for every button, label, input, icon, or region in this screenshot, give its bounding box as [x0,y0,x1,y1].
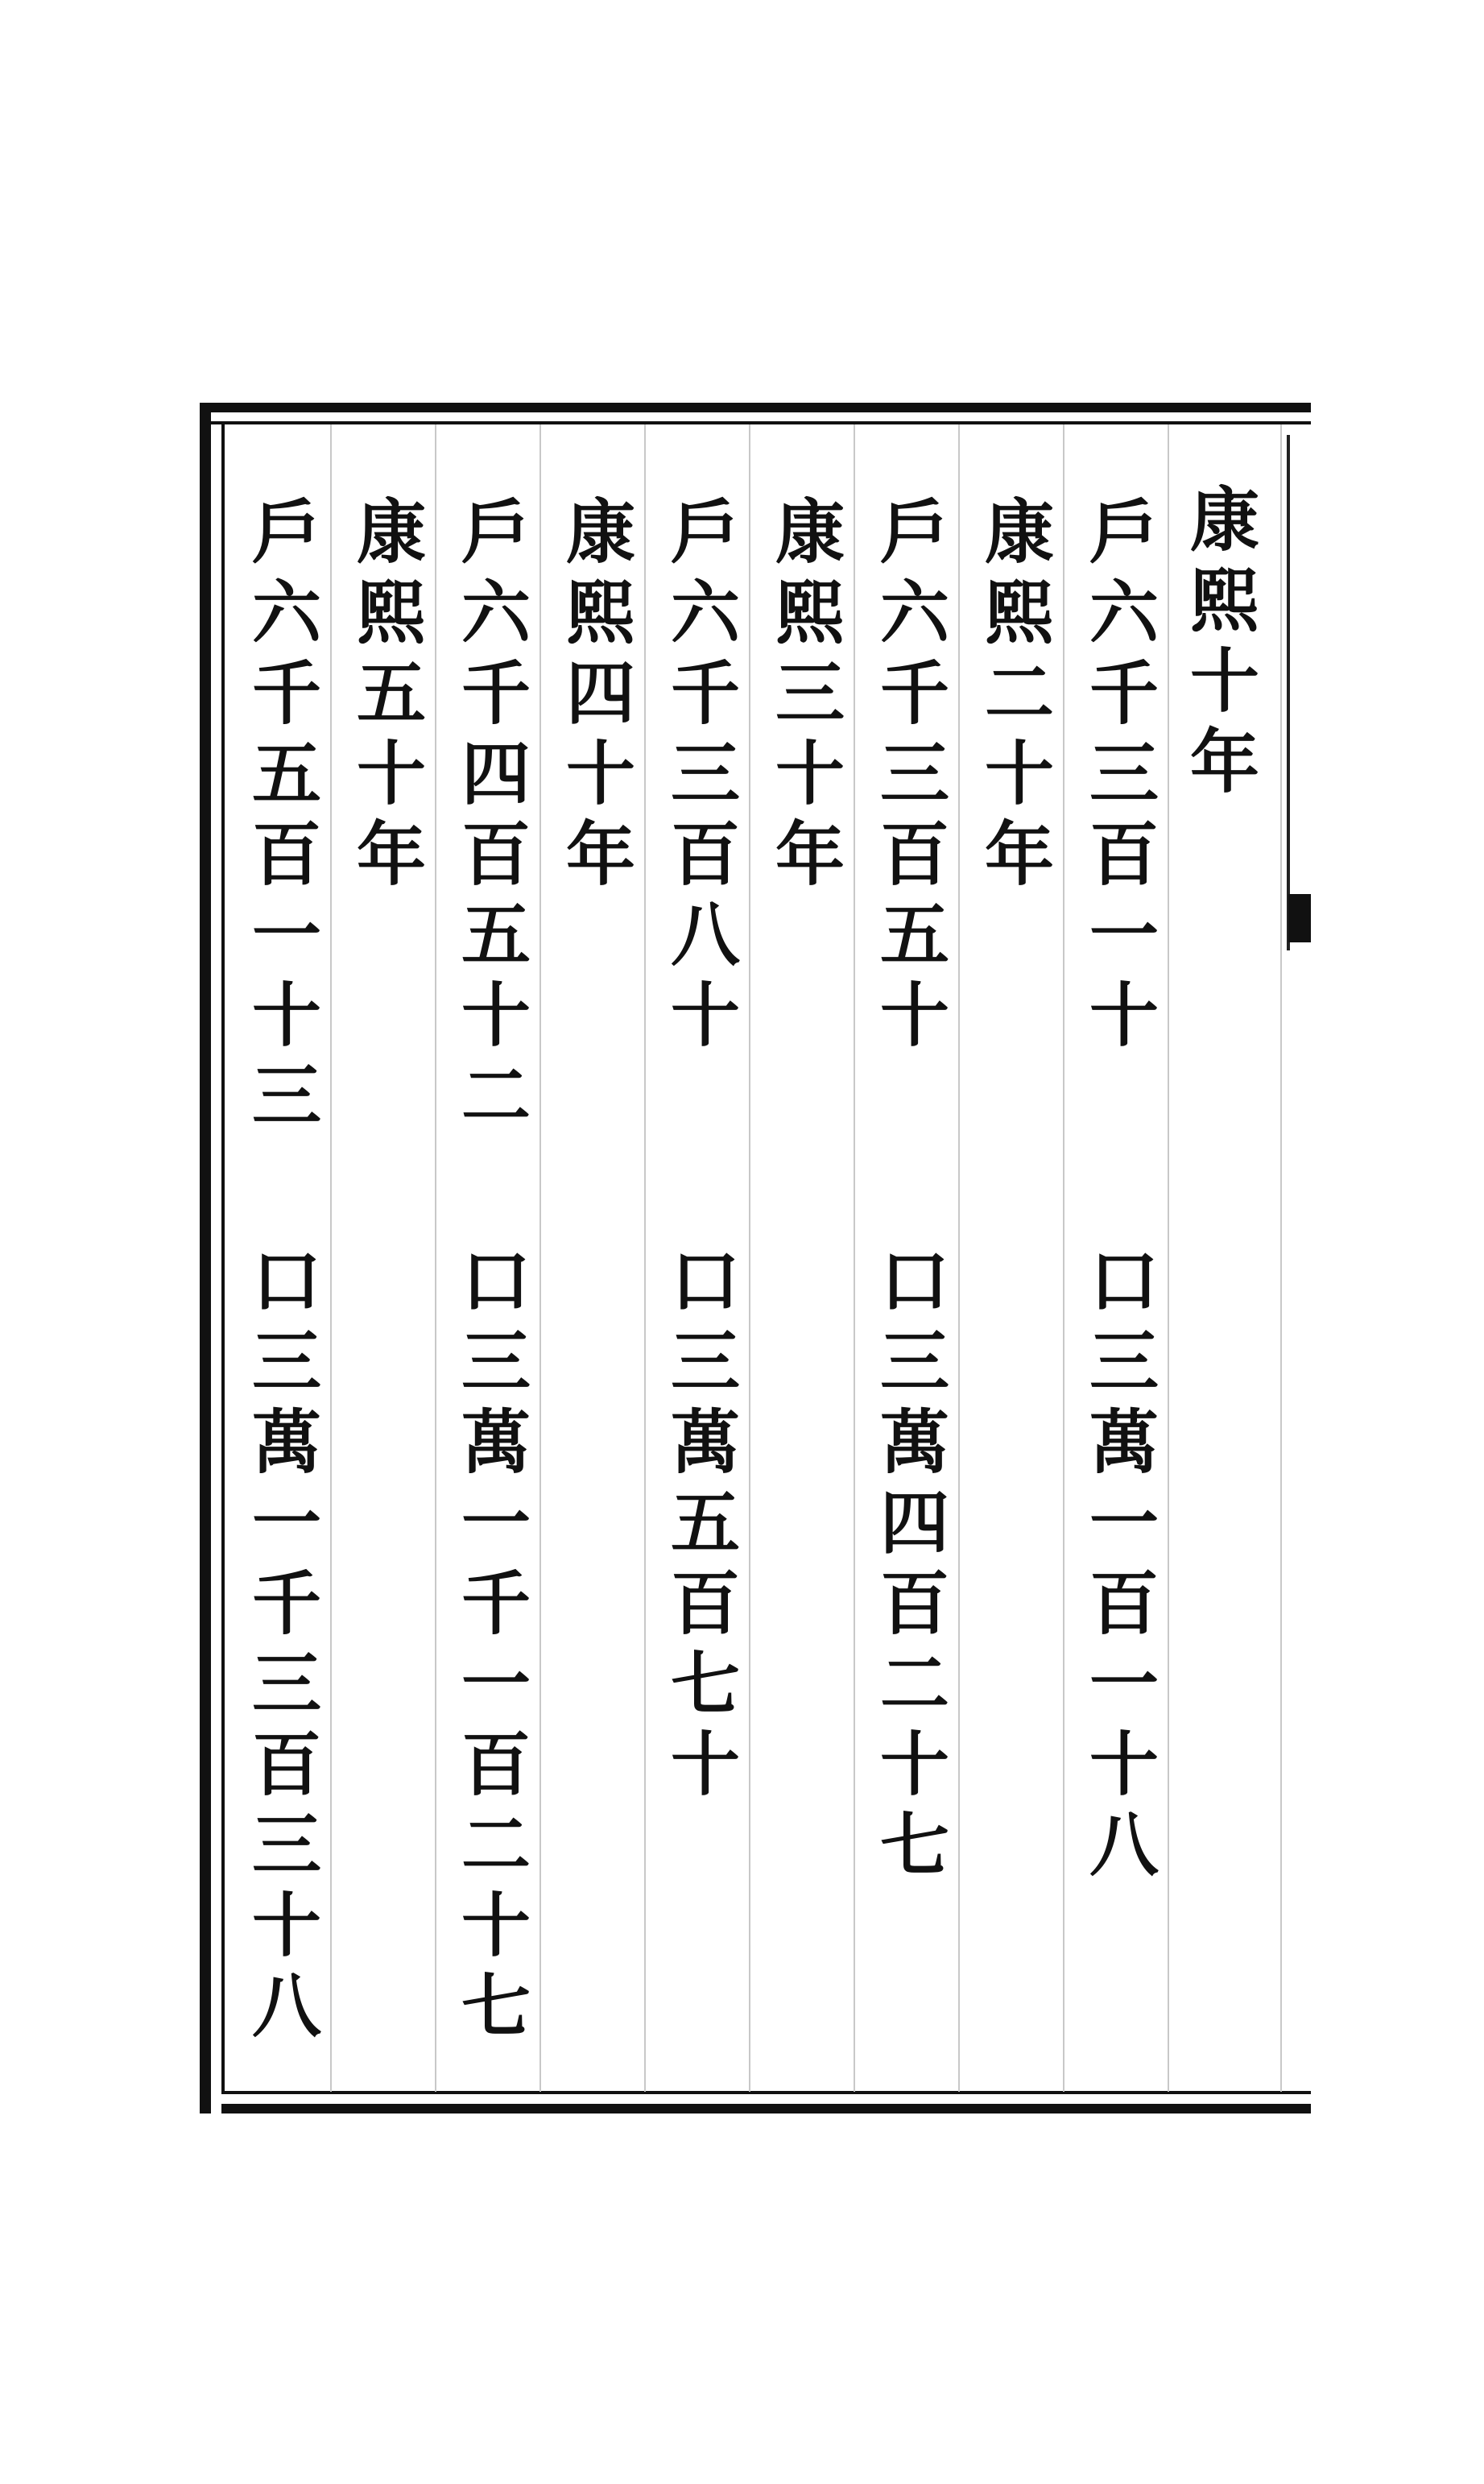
column-divider [539,424,541,2092]
frame-top-inner-rule [200,421,1311,424]
column-3-top: 康熙二十年 [973,495,1054,898]
frame-bottom-rule [221,2104,1311,2113]
frame-top-rule [200,403,1311,412]
column-9-top: 康熙五十年 [345,495,426,898]
frame-bottom-inner-rule [221,2091,1311,2094]
column-1-top: 康熙十年 [1178,483,1259,805]
column-8-bottom: 口三萬一千一百二十七 [449,1244,531,2050]
column-divider [1063,424,1064,2092]
column-8-top: 戶六千四百五十二 [449,495,531,1140]
column-10-bottom: 口三萬一千三百三十八 [240,1244,321,2050]
column-6-bottom: 口三萬五百七十 [659,1244,740,1808]
column-4-top: 戶六千三百五十 [868,495,949,1059]
column-divider [330,424,332,2092]
page-edge-ink-mark [1288,894,1311,942]
column-divider [1280,424,1282,2092]
column-7-top: 康熙四十年 [554,495,635,898]
column-6-top: 戶六千三百八十 [659,495,740,1059]
column-divider [749,424,750,2092]
column-divider [958,424,960,2092]
column-10-top: 戶六千五百一十三 [240,495,321,1140]
frame-left-rule [200,403,211,2113]
column-2-bottom: 口三萬一百一十八 [1077,1244,1159,1889]
frame-left-inner-rule [221,424,225,2094]
column-divider [435,424,436,2092]
column-4-bottom: 口三萬四百二十七 [868,1244,949,1889]
column-divider [854,424,855,2092]
column-2-top: 戶六千三百一十 [1077,495,1159,1059]
column-divider [644,424,646,2092]
page-edge-fragment [1287,435,1311,950]
column-divider [1168,424,1169,2092]
column-5-top: 康熙三十年 [763,495,845,898]
